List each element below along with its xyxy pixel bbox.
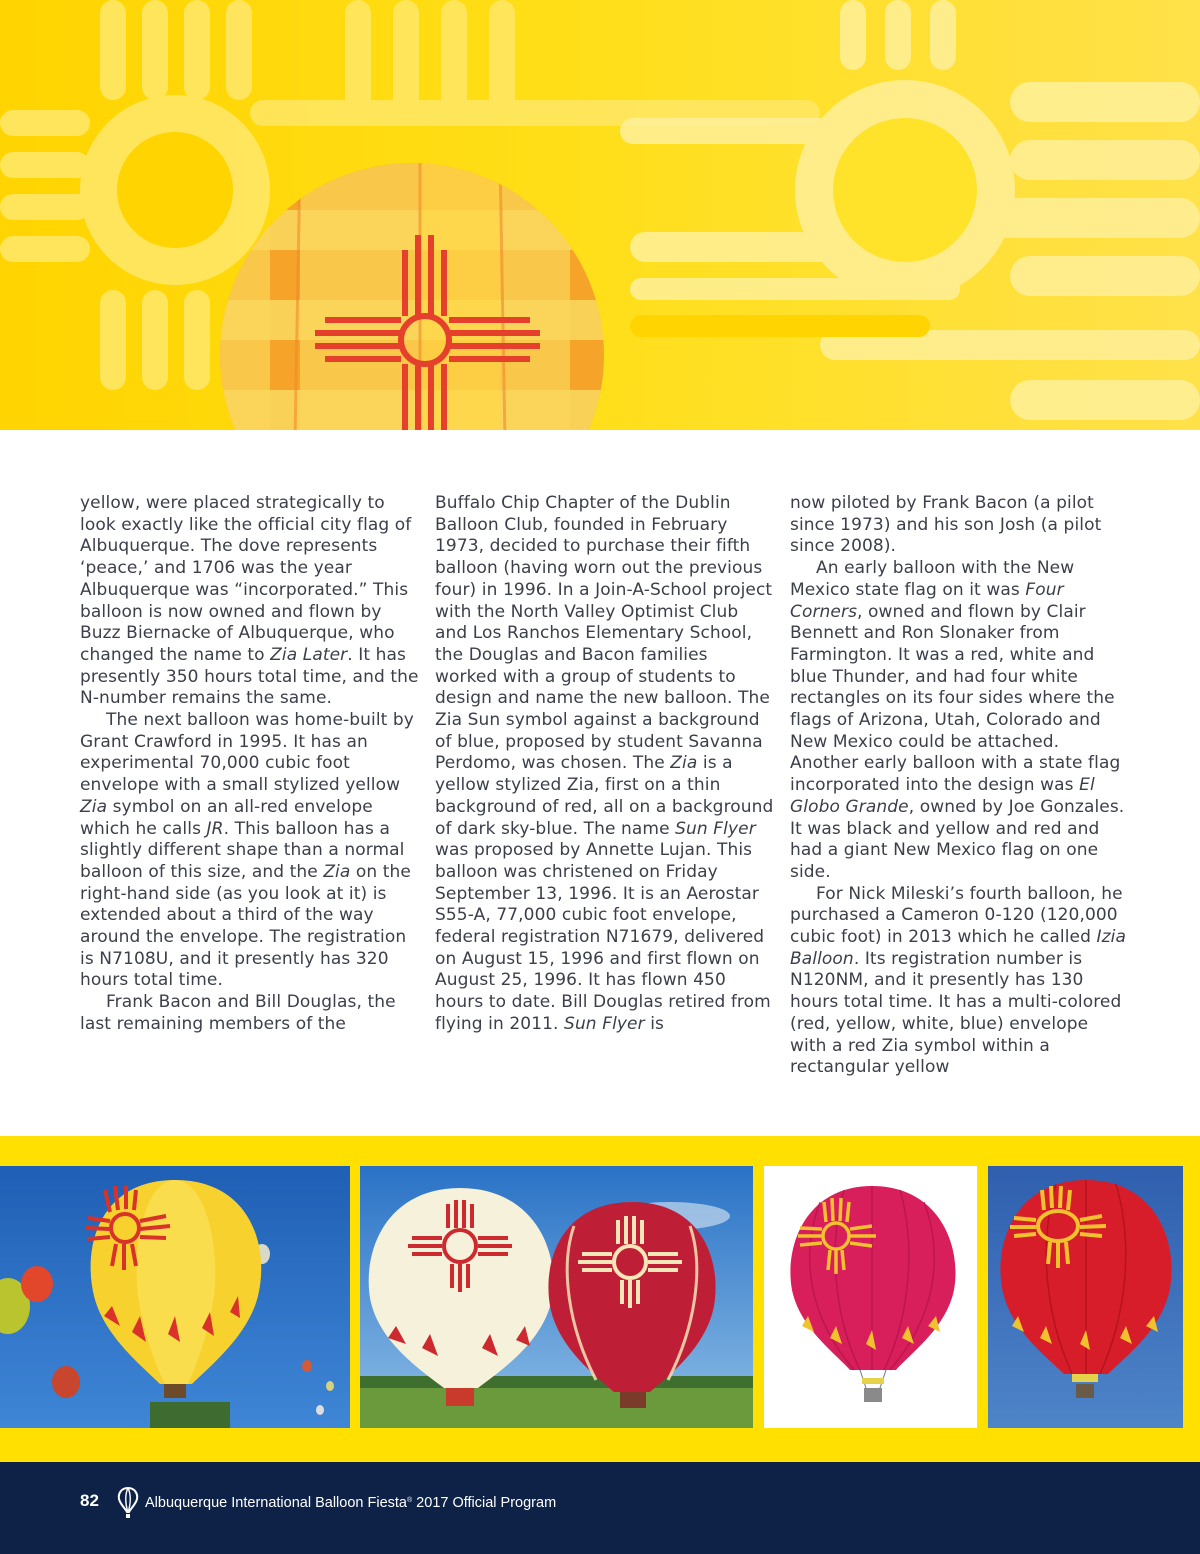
balloon-name: Izia Balloon: [790, 927, 1126, 969]
balloon-fiesta-logo-icon: [116, 1486, 140, 1520]
balloon-name: Zia Later: [270, 644, 348, 665]
article-column-2: [435, 493, 775, 1036]
balloon-name: Four Corners: [790, 579, 1064, 622]
paragraph: The next balloon was home-built by Grant Crawford in 1995. It has an experimental 70,000 cubic foot envelope with a small stylized yellow Zia symbol on an all-red envelope which he calls JR. This balloon has a slightly different shape than a normal balloon of this size, and the Zia on the right-hand side (as you look at it) is extended about a third of the way around the envelope. The registration is N7108U, and it presently has 320 hours total time.: [80, 710, 414, 991]
registered-mark: ®: [406, 1497, 413, 1504]
article-column-3: [790, 493, 1130, 1079]
page-footer: [0, 1462, 1200, 1554]
page-number: 82: [80, 1491, 99, 1510]
photo-strip: [0, 1136, 1200, 1462]
pink-zia-balloon-photo: [764, 1166, 977, 1428]
paragraph: Frank Bacon and Bill Douglas, the last remaining members of the: [80, 992, 396, 1034]
paragraph: An early balloon with the New Mexico state flag on it was Four Corners, owned and flown by Clair Bennett and Ron Slonaker from Farmington. It was a red, white and blue Thunder, and had four white rectangles on its four sides where the flags of Arizona, Utah, Colorado and New Mexico could be attached. Another early balloon with a state flag incorporated into the design was El Globo Grande, owned by Joe Gonzales. It was black and yellow and red and had a giant New Mexico flag on one side.: [790, 558, 1125, 882]
balloon-name: El Globo Grande: [790, 775, 1095, 817]
yellow-zia-balloon-photo: [0, 1166, 350, 1428]
zia-sun-balloon-icon: [0, 0, 1200, 430]
article-column-1: [80, 493, 420, 1036]
white-and-red-zia-balloons-photo: [360, 1166, 753, 1428]
paragraph: For Nick Mileski’s fourth balloon, he purchased a Cameron 0-120 (120,000 cubic foot) in 2013 which he called Izia Balloon. Its registration number is N120NM, and it presently has 130 hours total time. It has a multi-colored (red, yellow, white, blue) envelope with a red Zia symbol within a rectangular yellow: [790, 883, 1126, 1078]
balloon-name: Sun Flyer: [564, 1013, 645, 1034]
symbol-name: Zia: [670, 753, 698, 774]
symbol-name: Zia: [80, 796, 108, 817]
balloon-name: JR: [206, 818, 224, 839]
symbol-name: Zia: [323, 861, 351, 882]
red-1706-zia-balloon-photo: [988, 1166, 1183, 1428]
paragraph: now piloted by Frank Bacon (a pilot since 1973) and his son Josh (a pilot since 2008).: [790, 493, 1102, 557]
publication-title: Albuquerque International Balloon Fiesta® 2017 Official Program: [145, 1495, 557, 1511]
paragraph: Buffalo Chip Chapter of the Dublin Balloon Club, founded in February 1973, decided to purchase their fifth balloon (having worn out the previous four) in 1996. In a Join-A-School project with the North Valley Optimist Club and Los Ranchos Elementary School, the Douglas and Bacon families worked with a group of students to design and name the new balloon. The Zia Sun symbol against a background of blue, proposed by student Savanna Perdomo, was chosen. The Zia is a yellow stylized Zia, first on a thin background of red, all on a background of dark sky-blue. The name Sun Flyer was proposed by Annette Lujan. This balloon was christened on Friday September 13, 1996. It is an Aerostar S55-A, 77,000 cubic foot envelope, federal registration N71679, delivered on August 15, 1996 and first flown on August 25, 1996. It has flown 450 hours to date. Bill Douglas retired from flying in 2011. Sun Flyer is: [435, 493, 774, 1034]
paragraph: yellow, were placed strategically to look exactly like the official city flag of Albuquerque. The dove represents ‘peace,’ and 1706 was the year Albuquerque was “incorporated.” This balloon is now owned and flown by Buzz Biernacke of Albuquerque, who changed the name to Zia Later. It has presently 350 hours total time, and the N-number remains the same.: [80, 493, 419, 709]
hero-banner: [0, 0, 1200, 430]
balloon-name: Sun Flyer: [675, 818, 756, 839]
article-body: [80, 493, 1125, 1083]
